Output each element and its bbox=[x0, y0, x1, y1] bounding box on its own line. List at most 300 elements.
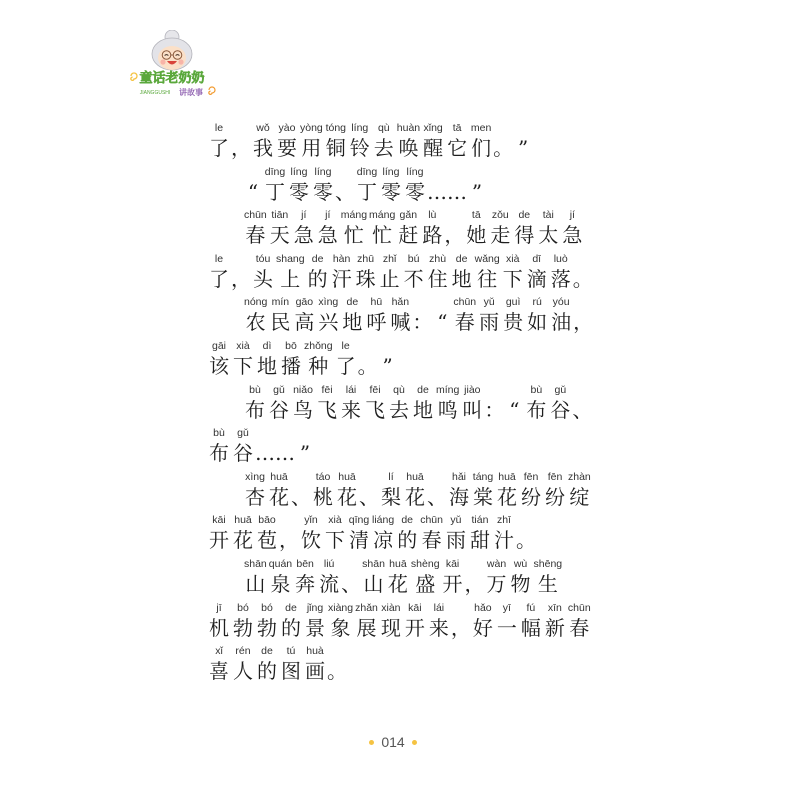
pinyin: de bbox=[518, 209, 531, 222]
pinyin bbox=[252, 165, 254, 179]
character-cell bbox=[533, 557, 564, 596]
hanzi-character: ： bbox=[412, 310, 433, 335]
character-cell bbox=[378, 252, 402, 291]
hanzi-character: 谷 bbox=[550, 397, 571, 422]
character-cell bbox=[509, 557, 533, 596]
pinyin: qù bbox=[393, 383, 405, 396]
character-cell bbox=[501, 295, 525, 334]
character-cell bbox=[207, 513, 231, 552]
logo-title: 童话老奶奶 bbox=[139, 71, 205, 86]
pinyin: huā bbox=[338, 470, 356, 483]
character-cell bbox=[471, 470, 495, 509]
hanzi-character: 飞 bbox=[317, 397, 337, 422]
logo-latin-subtitle: JIANGGUSHI bbox=[139, 90, 171, 96]
pinyin: lái bbox=[433, 601, 445, 614]
pinyin: de bbox=[311, 252, 324, 265]
pinyin: jǐng bbox=[306, 601, 324, 614]
pinyin: hǎn bbox=[391, 296, 410, 309]
hanzi-character: 用 bbox=[301, 136, 322, 160]
character-cell bbox=[512, 208, 536, 247]
hanzi-character: 农 bbox=[245, 310, 266, 335]
pinyin bbox=[412, 295, 414, 309]
pinyin bbox=[441, 295, 443, 309]
pinyin bbox=[327, 644, 329, 658]
text-line bbox=[207, 601, 593, 645]
hanzi-character: 滴 bbox=[526, 266, 547, 291]
character-cell bbox=[441, 557, 465, 596]
text-line bbox=[207, 383, 593, 427]
pinyin: tā bbox=[471, 209, 481, 222]
hanzi-character: 喜 bbox=[209, 659, 229, 684]
character-cell bbox=[451, 601, 471, 640]
hanzi-character: 绽 bbox=[569, 484, 590, 509]
pinyin: tú bbox=[286, 645, 296, 658]
pinyin: quán bbox=[268, 557, 293, 570]
hanzi-character: 贵 bbox=[503, 310, 524, 335]
character-cell bbox=[299, 121, 324, 160]
pinyin: mín bbox=[271, 296, 290, 309]
character-cell bbox=[295, 426, 315, 465]
character-cell bbox=[267, 383, 291, 422]
pinyin: shēng bbox=[533, 557, 563, 570]
hanzi-character: 忙 bbox=[343, 223, 364, 248]
character-cell bbox=[368, 208, 396, 247]
pinyin bbox=[274, 426, 276, 440]
character-cell bbox=[255, 601, 279, 640]
pinyin: gāo bbox=[295, 296, 314, 309]
pinyin: máng bbox=[369, 209, 396, 222]
hanzi-character: ” bbox=[299, 441, 311, 466]
hanzi-character: 流 bbox=[319, 571, 340, 596]
text-line bbox=[207, 121, 593, 165]
character-cell bbox=[316, 208, 340, 247]
hanzi-character: 急 bbox=[562, 223, 583, 248]
pinyin: rú bbox=[532, 296, 542, 309]
pinyin: zhǒng bbox=[304, 339, 333, 352]
hanzi-character: 、 bbox=[291, 484, 311, 509]
character-cell bbox=[447, 470, 471, 509]
character-cell bbox=[364, 295, 388, 334]
hanzi-character: ” bbox=[471, 179, 483, 204]
logo-subtitle: 讲故事 bbox=[179, 88, 203, 97]
pinyin bbox=[335, 165, 337, 179]
character-cell bbox=[421, 121, 445, 160]
pinyin bbox=[484, 383, 486, 397]
text-line bbox=[207, 470, 593, 514]
pinyin: xìng bbox=[245, 470, 265, 483]
character-cell bbox=[495, 601, 519, 640]
pinyin bbox=[387, 339, 389, 353]
pinyin: qù bbox=[377, 122, 390, 134]
pinyin: gǔ bbox=[554, 383, 567, 396]
character-cell bbox=[573, 252, 593, 291]
pinyin: shang bbox=[276, 252, 305, 265]
pinyin: fēi bbox=[369, 383, 381, 396]
hanzi-character: 布 bbox=[526, 397, 547, 422]
hanzi-character: 幅 bbox=[520, 615, 541, 640]
pinyin: xiàng bbox=[328, 601, 354, 614]
pinyin bbox=[522, 121, 524, 135]
hanzi-character: 往 bbox=[477, 266, 498, 291]
hanzi-character: 春 bbox=[454, 310, 475, 335]
pinyin: shān bbox=[244, 557, 267, 570]
hanzi-character: ” bbox=[382, 353, 393, 378]
character-cell bbox=[572, 383, 592, 422]
paragraph bbox=[207, 383, 593, 470]
character-cell bbox=[543, 601, 567, 640]
pinyin: líng bbox=[351, 122, 369, 134]
character-cell bbox=[303, 601, 327, 640]
character-cell bbox=[207, 601, 231, 640]
hanzi-character: 汗 bbox=[331, 266, 352, 291]
hanzi-character: 飞 bbox=[365, 397, 385, 422]
pinyin: tóu bbox=[255, 252, 271, 265]
pinyin bbox=[513, 383, 515, 397]
hanzi-character: 丁 bbox=[357, 179, 377, 204]
character-cell bbox=[524, 383, 548, 422]
hanzi-character: 春 bbox=[569, 615, 590, 640]
hanzi-character: 了 bbox=[209, 266, 229, 291]
pinyin: de bbox=[346, 296, 359, 309]
hanzi-character: 、 bbox=[427, 484, 447, 509]
pinyin: lái bbox=[345, 383, 357, 396]
character-cell bbox=[410, 557, 441, 596]
hanzi-character: 现 bbox=[380, 615, 401, 640]
character-cell bbox=[372, 121, 396, 160]
character-cell bbox=[464, 208, 488, 247]
pinyin: wǒ bbox=[256, 122, 270, 134]
character-cell bbox=[355, 165, 379, 204]
character-cell bbox=[354, 601, 379, 640]
hanzi-character: 地 bbox=[413, 397, 433, 422]
hanzi-character: 。 bbox=[572, 266, 593, 291]
hanzi-character: 展 bbox=[356, 615, 377, 640]
hanzi-character: 。 bbox=[327, 659, 347, 684]
pinyin: huā bbox=[234, 514, 252, 527]
character-cell bbox=[493, 121, 513, 160]
pinyin: hǎo bbox=[474, 601, 492, 614]
hanzi-character: ， bbox=[573, 310, 594, 335]
hanzi-character: 谷 bbox=[269, 397, 289, 422]
hanzi-character: “ bbox=[509, 397, 520, 422]
hanzi-character: 的 bbox=[281, 615, 301, 640]
pinyin: bú bbox=[407, 252, 420, 265]
pinyin: jiào bbox=[464, 383, 481, 396]
hanzi-character: 的 bbox=[257, 659, 277, 684]
character-cell bbox=[292, 208, 316, 247]
hanzi-character: 花 bbox=[337, 484, 357, 509]
pinyin: nóng bbox=[244, 296, 268, 309]
hanzi-character: 、 bbox=[572, 397, 593, 422]
pinyin: fēn bbox=[523, 470, 539, 483]
hanzi-character: 地 bbox=[451, 266, 472, 291]
character-cell bbox=[379, 165, 403, 204]
hanzi-character: 、 bbox=[335, 179, 355, 204]
pinyin: hū bbox=[370, 296, 383, 309]
character-cell bbox=[243, 295, 268, 334]
pinyin bbox=[359, 470, 361, 484]
character-cell bbox=[471, 601, 495, 640]
pinyin: xiàn bbox=[381, 601, 401, 614]
hanzi-character: 图 bbox=[281, 659, 301, 684]
character-cell bbox=[327, 601, 354, 640]
character-cell bbox=[548, 383, 572, 422]
pinyin bbox=[572, 383, 574, 397]
pinyin: xǐ bbox=[215, 645, 223, 658]
hanzi-character: 奔 bbox=[295, 571, 316, 596]
hanzi-character: 急 bbox=[317, 223, 338, 248]
hanzi-character: 铜 bbox=[325, 136, 346, 160]
pinyin: le bbox=[341, 339, 350, 352]
character-cell bbox=[525, 252, 549, 291]
pinyin: jí bbox=[325, 209, 331, 222]
hanzi-character: 珠 bbox=[355, 266, 376, 291]
pinyin: zhī bbox=[496, 514, 511, 527]
pinyin: zhǐ bbox=[382, 252, 397, 265]
hanzi-character: 零 bbox=[381, 179, 401, 204]
hanzi-character: 落 bbox=[550, 266, 571, 291]
pinyin: niǎo bbox=[293, 383, 313, 396]
pinyin: chūn bbox=[244, 209, 267, 222]
character-cell bbox=[379, 470, 403, 509]
character-cell bbox=[340, 208, 368, 247]
character-cell bbox=[327, 644, 347, 683]
pinyin: dì bbox=[262, 339, 272, 352]
page-number-dot bbox=[412, 740, 417, 745]
pinyin bbox=[446, 165, 448, 179]
hanzi-character: 景 bbox=[305, 615, 325, 640]
pinyin bbox=[341, 557, 343, 571]
hanzi-character: 雨 bbox=[445, 528, 466, 553]
pinyin bbox=[304, 426, 306, 440]
character-cell bbox=[403, 470, 427, 509]
hanzi-character: …… bbox=[255, 441, 295, 466]
hanzi-character: 花 bbox=[269, 484, 289, 509]
text-line bbox=[207, 295, 593, 339]
pinyin: kāi bbox=[212, 514, 226, 527]
hanzi-character: 止 bbox=[379, 266, 400, 291]
hanzi-character: 一 bbox=[496, 615, 517, 640]
character-cell bbox=[450, 252, 474, 291]
character-cell bbox=[268, 557, 293, 596]
character-cell bbox=[363, 383, 387, 422]
character-cell bbox=[560, 208, 584, 247]
hanzi-character: 呼 bbox=[366, 310, 387, 335]
character-cell bbox=[513, 121, 533, 160]
character-cell bbox=[243, 383, 267, 422]
hanzi-character: 喊 bbox=[390, 310, 411, 335]
hanzi-character: 春 bbox=[421, 528, 442, 553]
hanzi-character: 了 bbox=[335, 353, 356, 378]
text-line bbox=[207, 165, 593, 209]
pinyin bbox=[231, 121, 233, 135]
pinyin: zhàn bbox=[568, 470, 591, 483]
pinyin: men bbox=[470, 122, 492, 134]
pinyin: chūn bbox=[567, 601, 591, 614]
hanzi-character: 山 bbox=[363, 571, 384, 596]
hanzi-character: 叫 bbox=[462, 397, 483, 422]
hanzi-character: 鸣 bbox=[437, 397, 458, 422]
text-line bbox=[207, 208, 593, 252]
hanzi-character: 赶 bbox=[398, 223, 419, 248]
pinyin: fēn bbox=[547, 470, 563, 483]
pinyin: xià bbox=[506, 252, 520, 265]
pinyin: wàn bbox=[486, 557, 507, 570]
hanzi-character: 布 bbox=[209, 441, 229, 466]
character-cell bbox=[341, 557, 361, 596]
pinyin: de bbox=[417, 383, 429, 396]
swirl-icon bbox=[131, 73, 137, 80]
character-cell bbox=[395, 513, 419, 552]
pinyin: de bbox=[285, 601, 297, 614]
hanzi-character: 纷 bbox=[545, 484, 565, 509]
character-cell bbox=[275, 252, 306, 291]
pinyin: lí bbox=[388, 470, 394, 483]
pinyin bbox=[465, 557, 467, 571]
character-cell bbox=[536, 208, 560, 247]
character-cell bbox=[444, 208, 464, 247]
character-cell bbox=[488, 208, 512, 247]
pinyin: tóng bbox=[325, 122, 346, 134]
pinyin: jí bbox=[569, 209, 575, 222]
character-cell bbox=[299, 513, 323, 552]
character-cell bbox=[335, 470, 359, 509]
character-cell bbox=[323, 513, 347, 552]
hanzi-character: ， bbox=[464, 571, 485, 596]
text-line bbox=[207, 513, 593, 557]
hanzi-character: 的 bbox=[397, 528, 418, 553]
character-cell bbox=[303, 339, 334, 378]
hanzi-character: 种 bbox=[308, 353, 329, 378]
character-cell bbox=[243, 208, 268, 247]
hanzi-character: 上 bbox=[280, 266, 301, 291]
character-cell bbox=[427, 470, 447, 509]
hanzi-character: 太 bbox=[538, 223, 559, 248]
pinyin: fú bbox=[526, 601, 536, 614]
hanzi-character: 象 bbox=[330, 615, 351, 640]
character-cell bbox=[251, 252, 275, 291]
pinyin: de bbox=[455, 252, 468, 265]
pinyin: xǐng bbox=[423, 122, 443, 134]
hanzi-character: 苞 bbox=[257, 528, 277, 553]
hanzi-character: 棠 bbox=[473, 484, 493, 509]
character-cell bbox=[388, 295, 412, 334]
character-cell bbox=[279, 339, 303, 378]
pinyin: gǎn bbox=[399, 209, 418, 222]
character-cell bbox=[268, 208, 292, 247]
hanzi-character: 。 bbox=[515, 528, 536, 553]
hanzi-character: 花 bbox=[233, 528, 253, 553]
pinyin: le bbox=[214, 122, 224, 134]
pinyin: liú bbox=[323, 557, 335, 570]
hanzi-character: 住 bbox=[427, 266, 448, 291]
paragraph bbox=[207, 165, 593, 209]
pinyin: tā bbox=[452, 122, 462, 134]
hanzi-character: 汁 bbox=[493, 528, 514, 553]
pinyin: bāo bbox=[258, 514, 276, 527]
pinyin: kāi bbox=[408, 601, 422, 614]
character-cell bbox=[306, 252, 330, 291]
character-cell bbox=[402, 252, 426, 291]
character-cell bbox=[207, 339, 231, 378]
character-cell bbox=[484, 383, 504, 422]
hanzi-character: 播 bbox=[281, 353, 301, 378]
pinyin: gāi bbox=[211, 339, 226, 352]
character-cell bbox=[543, 470, 567, 509]
character-cell bbox=[445, 121, 469, 160]
hanzi-character: 物 bbox=[510, 571, 531, 596]
character-cell bbox=[303, 644, 327, 683]
hanzi-character: 清 bbox=[349, 528, 369, 553]
hanzi-character: 得 bbox=[514, 223, 535, 248]
pinyin bbox=[451, 601, 453, 615]
pinyin bbox=[291, 470, 293, 484]
hanzi-character: 泉 bbox=[270, 571, 291, 596]
hanzi-character: ， bbox=[231, 136, 251, 160]
pinyin: kāi bbox=[445, 557, 460, 570]
pinyin: yào bbox=[278, 122, 296, 134]
hanzi-character: 不 bbox=[403, 266, 424, 291]
character-cell bbox=[358, 339, 378, 378]
pinyin: tài bbox=[542, 209, 554, 222]
character-cell bbox=[427, 601, 451, 640]
character-cell bbox=[354, 252, 378, 291]
character-cell bbox=[279, 644, 303, 683]
pinyin: de bbox=[261, 645, 273, 658]
hanzi-character: 花 bbox=[387, 571, 408, 596]
pinyin: qīng bbox=[348, 514, 370, 527]
character-cell bbox=[411, 383, 435, 422]
character-cell bbox=[334, 339, 358, 378]
pinyin: táng bbox=[472, 470, 494, 483]
hanzi-character: 、 bbox=[359, 484, 379, 509]
character-cell bbox=[267, 470, 291, 509]
pinyin: shān bbox=[362, 557, 385, 570]
hanzi-character: 生 bbox=[537, 571, 558, 596]
page-number-footer bbox=[343, 733, 443, 751]
character-cell bbox=[427, 165, 467, 204]
hanzi-character: ” bbox=[518, 136, 529, 160]
character-cell bbox=[340, 295, 364, 334]
character-cell bbox=[243, 165, 263, 204]
pinyin: gǔ bbox=[237, 427, 249, 440]
hanzi-character: 头 bbox=[253, 266, 273, 291]
character-cell bbox=[231, 426, 255, 465]
pinyin: yǐn bbox=[304, 514, 318, 527]
hanzi-character: 谷 bbox=[233, 441, 253, 466]
pinyin: yī bbox=[502, 601, 511, 614]
pinyin: huā bbox=[406, 470, 424, 483]
character-cell bbox=[279, 513, 299, 552]
pinyin: huā bbox=[389, 557, 407, 570]
character-cell bbox=[311, 165, 335, 204]
pinyin: gǔ bbox=[273, 383, 285, 396]
character-cell bbox=[263, 165, 287, 204]
hanzi-character: 零 bbox=[405, 179, 425, 204]
pinyin bbox=[476, 165, 478, 179]
hanzi-character: 人 bbox=[233, 659, 253, 684]
character-cell bbox=[292, 295, 316, 334]
character-cell bbox=[359, 470, 379, 509]
pinyin: bó bbox=[237, 601, 249, 614]
hanzi-character: “ bbox=[437, 310, 448, 335]
hanzi-character: 。 bbox=[357, 353, 378, 378]
hanzi-character: 忙 bbox=[372, 223, 393, 248]
hanzi-character: 机 bbox=[209, 615, 229, 640]
hanzi-character: 开 bbox=[404, 615, 425, 640]
hanzi-character: 下 bbox=[325, 528, 345, 553]
hanzi-character: ， bbox=[450, 615, 471, 640]
